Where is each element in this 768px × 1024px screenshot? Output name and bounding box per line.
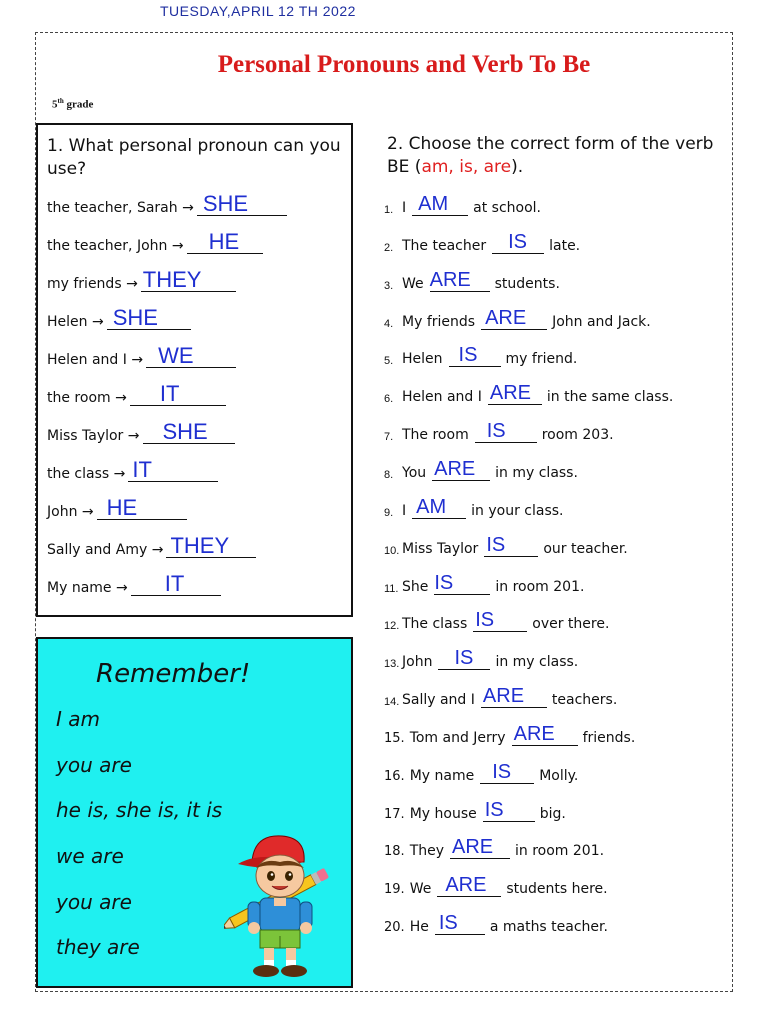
verb-be-item <box>384 269 560 296</box>
pronoun-item <box>47 343 236 372</box>
verb-be-item <box>384 799 566 826</box>
answer-blank[interactable] <box>146 343 236 368</box>
grade-label <box>52 97 93 111</box>
verb-be-item <box>384 685 618 712</box>
schoolboy-with-pencil-illustration <box>224 828 336 980</box>
answer-blank[interactable] <box>131 571 221 596</box>
pronoun-item <box>47 267 236 296</box>
sentence-start: You <box>402 465 427 481</box>
handwritten-answer: ARE <box>452 836 494 858</box>
pronoun-item-text: the room → <box>47 390 127 406</box>
answer-blank[interactable] <box>484 534 538 557</box>
sentence-end: in room 201. <box>495 579 585 595</box>
remember-line: I am <box>56 707 100 731</box>
handwritten-answer: ARE <box>445 874 487 896</box>
verb-be-item <box>384 874 608 901</box>
answer-blank[interactable] <box>97 495 187 520</box>
sentence-start: Helen <box>402 351 443 367</box>
answer-blank[interactable] <box>143 419 235 444</box>
handwritten-answer: IT <box>132 457 152 482</box>
handwritten-answer: SHE <box>162 419 208 444</box>
answer-blank[interactable] <box>438 647 490 670</box>
answer-blank[interactable] <box>434 572 490 595</box>
item-number: 13. <box>384 658 400 670</box>
handwritten-answer: IS <box>492 761 512 783</box>
sentence-end: students here. <box>506 881 608 897</box>
handwritten-answer: AM <box>418 193 449 215</box>
handwritten-answer: AM <box>416 496 447 518</box>
handwritten-answer: ARE <box>434 458 476 480</box>
sentence-end: in the same class. <box>546 389 674 405</box>
answer-blank[interactable] <box>488 382 542 405</box>
item-number: 16. <box>384 769 405 784</box>
answer-blank[interactable] <box>481 685 547 708</box>
answer-blank[interactable] <box>432 458 490 481</box>
sentence-start: My name <box>409 768 475 784</box>
handwritten-answer: IT <box>159 381 180 406</box>
answer-blank[interactable] <box>435 912 485 935</box>
verb-be-item <box>384 836 605 863</box>
pronoun-item-text: Sally and Amy → <box>47 542 164 558</box>
item-number: 12. <box>384 620 400 632</box>
item-number: 17. <box>384 807 405 822</box>
page-title: Personal Pronouns and Verb To Be <box>217 51 591 78</box>
q2-prefix: 2. Choose the correct form of the verb BE ( <box>387 134 714 177</box>
item-number: 2. <box>384 242 394 254</box>
handwritten-answer: IS <box>486 420 506 442</box>
sentence-start: We <box>402 276 424 292</box>
sentence-end: in room 201. <box>515 843 605 859</box>
answer-blank[interactable] <box>437 874 501 897</box>
verb-be-item <box>384 458 578 485</box>
sentence-end: students. <box>494 276 560 292</box>
date-header: TUESDAY,APRIL 12 TH 2022 <box>160 3 356 19</box>
pronoun-item-text: my friends → <box>47 276 138 292</box>
handwritten-answer: IS <box>486 534 506 556</box>
sentence-start: The teacher <box>402 238 487 254</box>
answer-blank[interactable] <box>481 307 547 330</box>
pronoun-item <box>47 191 287 220</box>
verb-be-item <box>384 912 608 939</box>
handwritten-answer: IS <box>458 344 478 366</box>
pronoun-item <box>47 533 256 562</box>
answer-blank[interactable] <box>449 344 501 367</box>
item-number: 15. <box>384 731 405 746</box>
item-number: 1. <box>384 204 394 216</box>
handwritten-answer: ARE <box>489 382 532 404</box>
sentence-end: my friend. <box>505 351 578 367</box>
pronoun-item-text: John → <box>47 504 94 520</box>
handwritten-answer: ARE <box>513 723 555 745</box>
handwritten-answer: THEY <box>170 533 230 558</box>
remember-line: you are <box>56 890 132 914</box>
pronoun-item-text: Helen → <box>47 314 104 330</box>
sentence-end: our teacher. <box>543 541 628 557</box>
handwritten-answer: ARE <box>482 685 525 707</box>
handwritten-answer: IT <box>164 571 185 596</box>
pronoun-item-text: the teacher, John → <box>47 238 184 254</box>
sentence-end: friends. <box>582 730 636 746</box>
remember-line: you are <box>56 753 132 777</box>
pronoun-item-text: the class → <box>47 466 126 482</box>
verb-be-item <box>384 307 651 334</box>
sentence-start: Tom and Jerry <box>409 730 506 746</box>
grade-word: grade <box>66 98 94 111</box>
answer-blank[interactable] <box>107 305 191 330</box>
handwritten-answer: WE <box>158 343 194 368</box>
grade-suffix: th <box>57 97 64 105</box>
handwritten-answer: THEY <box>142 267 202 292</box>
sentence-end: in my class. <box>495 654 579 670</box>
sentence-start: My house <box>409 806 477 822</box>
item-number: 14. <box>384 696 400 708</box>
verb-be-item <box>384 344 578 371</box>
pronoun-item <box>47 457 218 486</box>
sentence-start: I <box>402 200 407 216</box>
pronoun-item-text: My name → <box>47 580 128 596</box>
sentence-start: We <box>409 881 432 897</box>
sentence-end: John and Jack. <box>552 314 651 330</box>
sentence-end: teachers. <box>551 692 618 708</box>
remember-line: he is, she is, it is <box>56 798 223 822</box>
item-number: 6. <box>384 393 394 405</box>
item-number: 4. <box>384 318 394 330</box>
sentence-end: room 203. <box>541 427 614 443</box>
handwritten-answer: ARE <box>429 269 471 291</box>
sentence-end: Molly. <box>539 768 579 784</box>
answer-blank[interactable] <box>512 723 578 746</box>
answer-blank[interactable] <box>483 799 535 822</box>
sentence-start: Miss Taylor <box>402 541 479 557</box>
answer-blank[interactable] <box>492 231 544 254</box>
verb-be-item <box>384 534 628 561</box>
verb-be-item <box>384 420 614 447</box>
item-number: 7. <box>384 431 394 443</box>
item-number: 5. <box>384 355 394 367</box>
verb-be-item <box>384 723 636 750</box>
item-number: 10. <box>384 545 400 557</box>
verb-be-item <box>384 231 581 258</box>
answer-blank[interactable] <box>187 229 263 254</box>
sentence-end: late. <box>549 238 581 254</box>
sentence-end: over there. <box>532 616 610 632</box>
sentence-start: I <box>402 503 407 519</box>
sentence-start: The class <box>402 616 468 632</box>
answer-blank[interactable] <box>473 609 527 632</box>
pronoun-item-text: Miss Taylor → <box>47 428 140 444</box>
handwritten-answer: IS <box>434 572 454 594</box>
sentence-end: at school. <box>473 200 541 216</box>
pronoun-item-text: Helen and I → <box>47 352 144 368</box>
answer-blank[interactable] <box>141 267 236 292</box>
verb-be-item <box>384 761 579 788</box>
sentence-end: a maths teacher. <box>489 919 608 935</box>
item-number: 19. <box>384 882 405 897</box>
sentence-start: The room <box>402 427 469 443</box>
handwritten-answer: IS <box>438 912 458 934</box>
answer-blank[interactable] <box>475 420 537 443</box>
handwritten-answer: ARE <box>485 307 527 329</box>
exercise-1-question: 1. What personal pronoun can you use? <box>47 136 341 179</box>
sentence-start: Helen and I <box>402 389 482 405</box>
answer-blank[interactable] <box>450 836 510 859</box>
verb-be-item <box>384 647 579 674</box>
answer-blank[interactable] <box>480 761 534 784</box>
verb-be-item <box>384 382 674 409</box>
sentence-end: in your class. <box>471 503 564 519</box>
sentence-start: He <box>409 919 429 935</box>
handwritten-answer: IS <box>454 647 474 669</box>
sentence-start: She <box>402 579 429 595</box>
handwritten-answer: SHE <box>112 305 158 330</box>
answer-blank[interactable] <box>130 381 226 406</box>
item-number: 8. <box>384 469 394 481</box>
sentence-end: in my class. <box>495 465 578 481</box>
handwritten-answer: HE <box>208 229 240 254</box>
answer-blank[interactable] <box>429 269 490 292</box>
q2-suffix: ). <box>511 157 524 177</box>
handwritten-answer: IS <box>508 231 528 253</box>
pronoun-item <box>47 419 235 448</box>
verb-be-item <box>384 496 564 523</box>
answer-blank[interactable] <box>128 457 218 482</box>
handwritten-answer: SHE <box>202 191 249 216</box>
pronoun-item <box>47 571 221 600</box>
pronoun-item <box>47 305 191 334</box>
answer-blank[interactable] <box>166 533 256 558</box>
item-number: 3. <box>384 280 394 292</box>
item-number: 11. <box>384 583 399 595</box>
sentence-start: They <box>409 843 445 859</box>
remember-title: Remember! <box>96 659 251 689</box>
verb-be-item <box>384 193 541 220</box>
sentence-start: My friends <box>402 314 476 330</box>
handwritten-answer: IS <box>484 799 504 821</box>
answer-blank[interactable] <box>197 191 287 216</box>
verb-be-item <box>384 572 585 599</box>
sentence-end: big. <box>539 806 566 822</box>
q2-options: am, is, are <box>421 157 512 177</box>
pronoun-item-text: the teacher, Sarah → <box>47 200 194 216</box>
handwritten-answer: HE <box>106 495 138 520</box>
sentence-start: John <box>402 654 433 670</box>
remember-line: they are <box>56 935 140 959</box>
exercise-2-question <box>387 133 727 179</box>
answer-blank[interactable] <box>412 193 468 216</box>
grade-number: 5 <box>52 98 58 111</box>
pronoun-item <box>47 381 226 410</box>
pronoun-item <box>47 229 263 258</box>
item-number: 9. <box>384 507 394 519</box>
verb-be-item <box>384 609 610 636</box>
sentence-start: Sally and I <box>402 692 475 708</box>
handwritten-answer: IS <box>475 609 495 631</box>
item-number: 18. <box>384 844 405 859</box>
item-number: 20. <box>384 920 405 935</box>
pronoun-item <box>47 495 187 524</box>
remember-line: we are <box>56 844 124 868</box>
answer-blank[interactable] <box>412 496 466 519</box>
